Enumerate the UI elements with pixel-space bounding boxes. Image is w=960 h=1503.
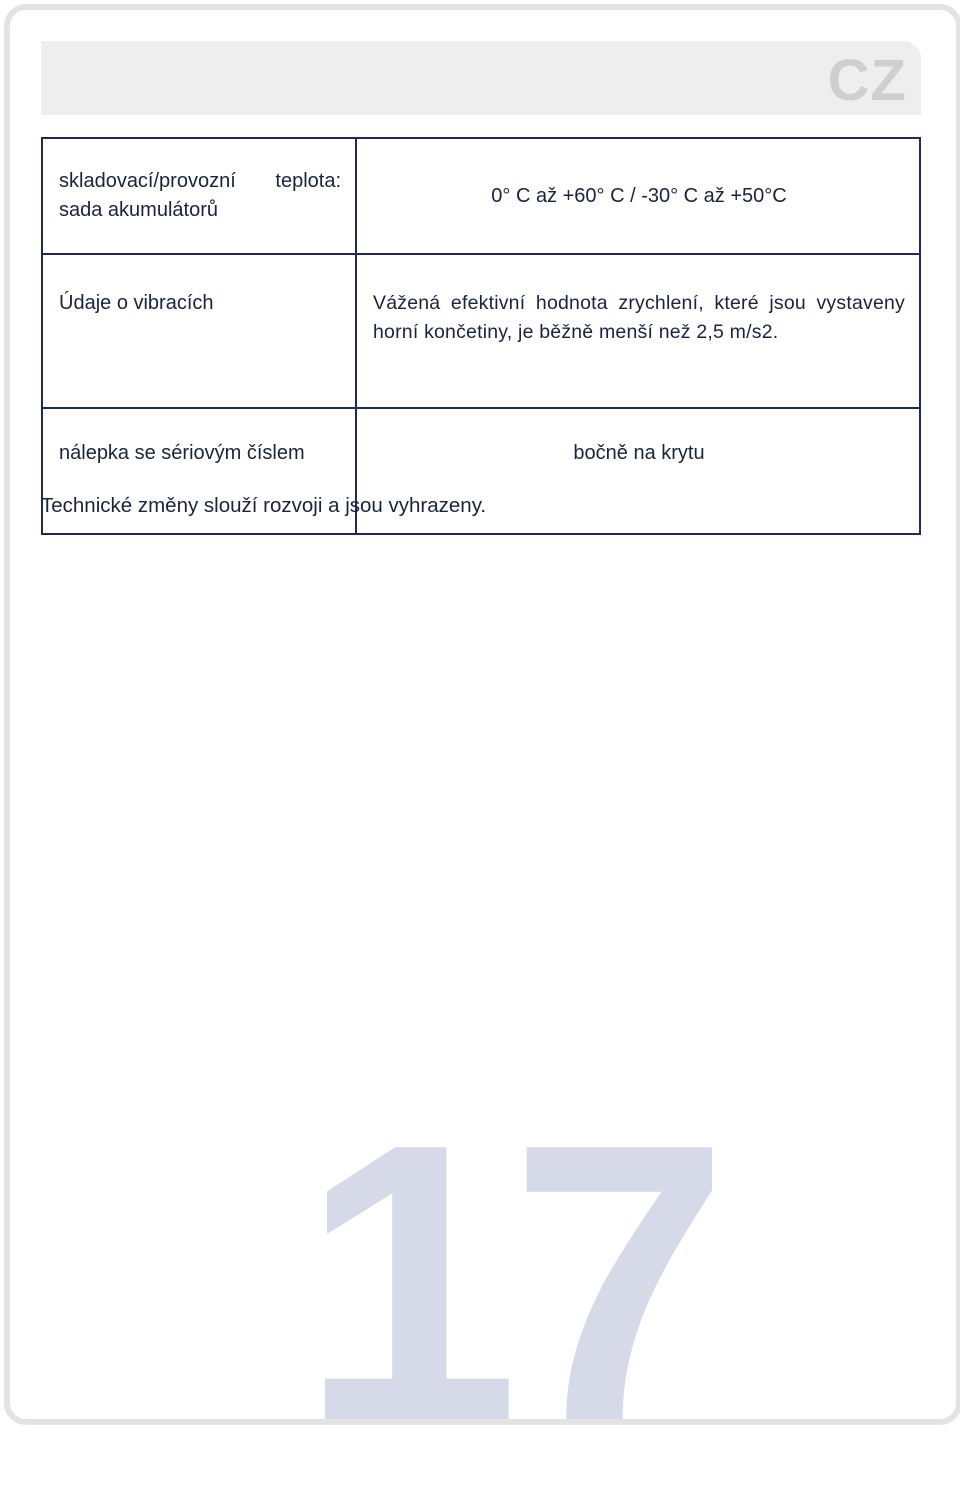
row-value-vibration: Vážená efektivní hodnota zrychlení, které jsou vystaveny horní končetiny, je běžně menší než 2,5 m/s2. xyxy=(356,254,920,408)
row-label-vibration: Údaje o vibracích xyxy=(42,254,356,408)
header-band xyxy=(41,41,921,115)
table-row xyxy=(42,138,920,254)
spec-table xyxy=(41,137,921,535)
row-label-temperature: skladovací/provozní teplota: sada akumulátorů xyxy=(42,138,356,254)
page-number: 17 xyxy=(300,1061,720,1503)
language-code: CZ xyxy=(827,48,907,113)
row-label-serial-sticker: nálepka se sériovým číslem xyxy=(42,408,356,534)
row-value-temperature: 0° C až +60° C / -30° C až +50°C xyxy=(356,138,920,254)
row-value-serial-sticker: bočně na krytu xyxy=(356,408,920,534)
technical-changes-note: Technické změny slouží rozvoji a jsou vyhrazeny. xyxy=(41,494,487,517)
table-row xyxy=(42,254,920,408)
